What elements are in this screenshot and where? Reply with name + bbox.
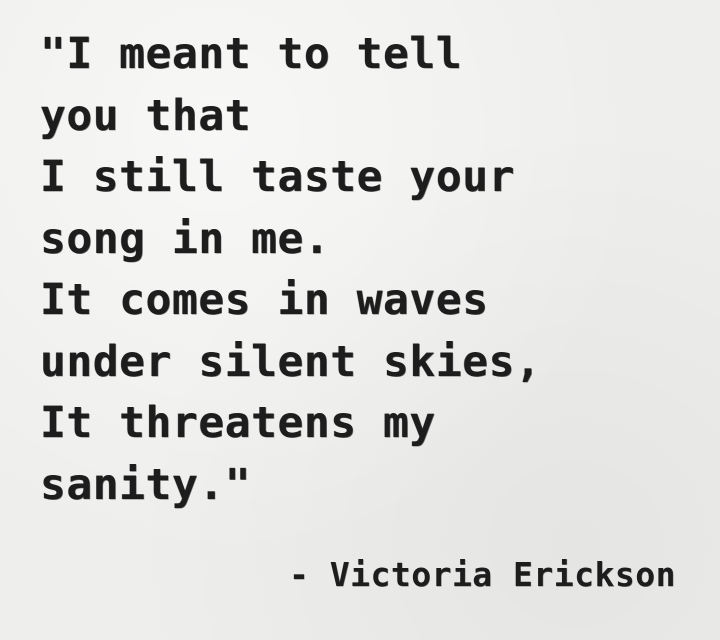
quote-line: under silent skies, — [40, 336, 542, 387]
quote-line: "I meant to tell — [40, 29, 463, 79]
quote-line: song in me. — [40, 213, 331, 264]
quote-line: It threatens my — [40, 398, 436, 448]
quote-line: It comes in waves — [40, 275, 489, 325]
author-attribution: - Victoria Erickson — [289, 555, 676, 594]
quote-line: sanity." — [40, 459, 252, 510]
quote-line: you that — [40, 90, 252, 141]
quote-text — [40, 24, 680, 516]
quote-line: I still taste your — [40, 152, 515, 202]
